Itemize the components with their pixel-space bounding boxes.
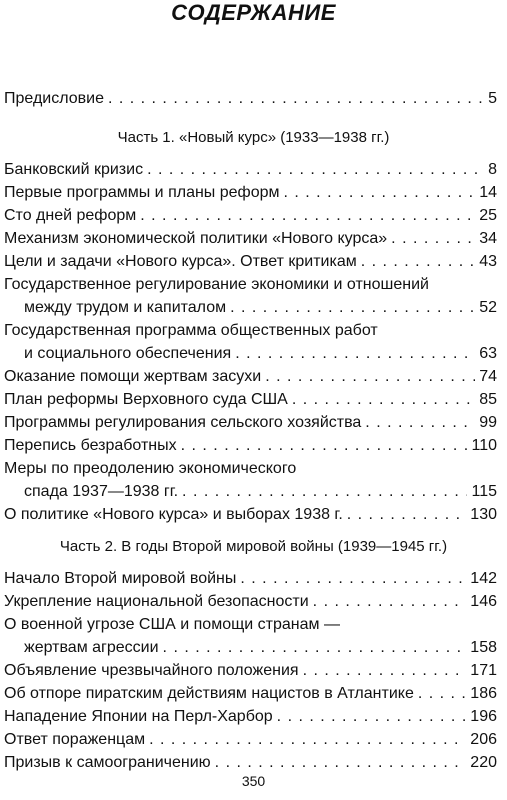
toc-entry-preface xyxy=(4,88,497,110)
leader-dots xyxy=(265,366,475,388)
toc-entry-page: 85 xyxy=(479,391,497,408)
toc-entry-title: Перепись безработных xyxy=(4,437,177,454)
toc-entry xyxy=(24,343,497,365)
toc-entry-page: 99 xyxy=(479,414,497,431)
page-number: 350 xyxy=(241,773,266,789)
toc-entry-page: 34 xyxy=(479,230,497,247)
toc-entry xyxy=(24,637,497,659)
toc-entry xyxy=(4,660,497,682)
leader-dots xyxy=(235,343,475,365)
leader-dots xyxy=(365,412,475,434)
toc-entry-title-line1: Меры по преодолению экономического xyxy=(4,460,297,477)
toc-entry-title: Укрепление национальной безопасности xyxy=(4,593,309,610)
leader-dots xyxy=(149,729,466,751)
toc-entry-page: 43 xyxy=(479,253,497,270)
toc-entry-page: 130 xyxy=(470,506,497,523)
toc-entry-page: 63 xyxy=(479,345,497,362)
leader-dots xyxy=(284,182,476,204)
leader-dots xyxy=(215,752,467,774)
toc-entry-title: Нападение Японии на Перл-Харбор xyxy=(4,708,273,725)
toc-entry xyxy=(4,251,497,273)
toc-entry-page: 8 xyxy=(488,161,497,178)
toc-entry xyxy=(4,389,497,411)
toc-entry xyxy=(4,366,497,388)
toc-entry xyxy=(4,568,497,590)
toc-entry xyxy=(4,159,497,181)
toc-entry-page: 171 xyxy=(470,662,497,679)
leader-dots xyxy=(418,683,466,705)
leader-dots xyxy=(230,297,475,319)
toc-entry-title: спада 1937—1938 гг. xyxy=(24,483,179,500)
part-1-heading: Часть 1. «Новый курс» (1933—1938 гг.) xyxy=(117,129,390,146)
toc-entry-title: Ответ пораженцам xyxy=(4,731,146,748)
toc-entry xyxy=(4,752,497,774)
leader-dots xyxy=(182,481,467,503)
toc-entry-page: 186 xyxy=(470,685,497,702)
toc-entry-title: Начало Второй мировой войны xyxy=(4,570,237,587)
toc-entry-title: Об отпоре пиратским действиям нацистов в Атлантике xyxy=(4,685,414,702)
toc-entry-title: Механизм экономической политики «Нового курса» xyxy=(4,230,388,247)
page-title: СОДЕРЖАНИЕ xyxy=(171,0,336,25)
leader-dots xyxy=(240,568,466,590)
toc-entry-page: 158 xyxy=(470,639,497,656)
toc-entry xyxy=(4,182,497,204)
toc-entry xyxy=(24,481,497,503)
part-2-heading: Часть 2. В годы Второй мировой войны (1939—1945 гг.) xyxy=(59,538,448,555)
leader-dots xyxy=(147,159,484,181)
toc-entry-title: Программы регулирования сельского хозяйства xyxy=(4,414,362,431)
leader-dots xyxy=(108,88,484,110)
toc-entry xyxy=(4,435,497,457)
toc-entry-page: 5 xyxy=(488,90,497,107)
toc-entry-title: Предисловие xyxy=(4,90,104,107)
toc-entry-page: 14 xyxy=(479,184,497,201)
toc-entry-page: 142 xyxy=(470,570,497,587)
toc-entry-title: Первые программы и планы реформ xyxy=(4,184,280,201)
toc-entry-title: между трудом и капиталом xyxy=(24,299,227,316)
toc-entry-title: жертвам агрессии xyxy=(24,639,159,656)
toc-entry-title: Оказание помощи жертвам засухи xyxy=(4,368,262,385)
toc-entry-title: Банковский кризис xyxy=(4,161,144,178)
toc-entry-page: 220 xyxy=(470,754,497,771)
toc-entry xyxy=(4,706,497,728)
toc-entry-title-line1: О военной угрозе США и помощи странам — xyxy=(4,616,340,633)
leader-dots xyxy=(181,435,468,457)
leader-dots xyxy=(140,205,475,227)
toc-entry-page: 115 xyxy=(471,483,497,500)
toc-entry-title: Объявление чрезвычайного положения xyxy=(4,662,299,679)
toc-entry-page: 74 xyxy=(479,368,497,385)
leader-dots xyxy=(361,251,475,273)
leader-dots xyxy=(163,637,467,659)
toc-entry-page: 110 xyxy=(471,437,497,454)
toc-entry xyxy=(4,504,497,526)
toc-entry-page: 25 xyxy=(479,207,497,224)
toc-entry-title-line1: Государственное регулирование экономики и отношений xyxy=(4,276,429,293)
toc-entry-title-line1: Государственная программа общественных работ xyxy=(4,322,378,339)
toc-entry-page: 206 xyxy=(470,731,497,748)
leader-dots xyxy=(292,389,475,411)
toc-entry xyxy=(4,205,497,227)
toc-entry-page: 146 xyxy=(470,593,497,610)
toc-entry xyxy=(24,297,497,319)
toc-entry xyxy=(4,412,497,434)
leader-dots xyxy=(391,228,475,250)
toc-entry-page: 52 xyxy=(479,299,497,316)
toc-entry xyxy=(4,729,497,751)
toc-entry-title: Призыв к самоограничению xyxy=(4,754,211,771)
leader-dots xyxy=(313,591,467,613)
toc-entry-page: 196 xyxy=(470,708,497,725)
toc-entry xyxy=(4,591,497,613)
toc-entry-title: О политике «Нового курса» и выборах 1938 г. xyxy=(4,506,343,523)
toc-entry xyxy=(4,228,497,250)
toc-entry-title: Сто дней реформ xyxy=(4,207,137,224)
toc-entry-title: и социального обеспечения xyxy=(24,345,232,362)
toc-entry xyxy=(4,683,497,705)
leader-dots xyxy=(303,660,467,682)
leader-dots xyxy=(277,706,467,728)
toc-entry-title: План реформы Верховного суда США xyxy=(4,391,288,408)
leader-dots xyxy=(347,504,467,526)
toc-entry-title: Цели и задачи «Нового курса». Ответ критикам xyxy=(4,253,357,270)
